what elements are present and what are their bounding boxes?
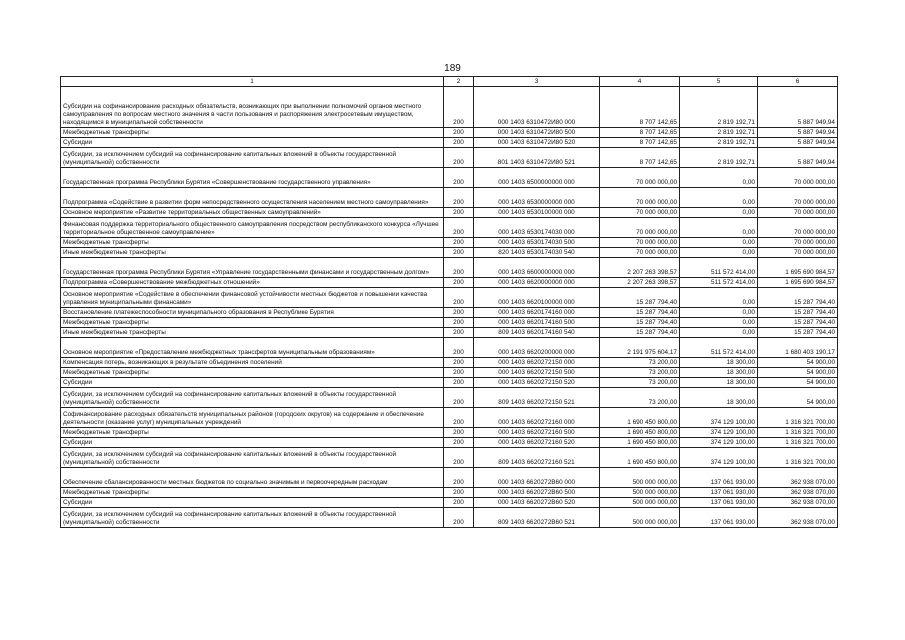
row-value-remaining-cell: 1 316 321 700,00: [758, 448, 838, 468]
row-name-cell: Подпрограмма «Содействие в развитии форм непосредственного осуществления населением местного самоуправления»: [61, 188, 444, 208]
row-value-total-cell: 73 200,00: [600, 378, 680, 388]
row-name-cell: Иные межбюджетные трансферты: [61, 328, 444, 338]
row-code-cell: 200: [444, 208, 474, 218]
row-value-remaining-cell: 15 287 794,40: [758, 318, 838, 328]
row-value-total-cell: 2 191 975 604,17: [600, 338, 680, 358]
table-row: [61, 278, 838, 288]
row-kbk-cell: 000 1403 6620174160 500: [474, 318, 600, 328]
row-value-remaining-cell: 5 887 949,94: [758, 148, 838, 168]
row-value-total-cell: 70 000 000,00: [600, 208, 680, 218]
row-kbk-cell: 000 1403 6620272В60 500: [474, 488, 600, 498]
row-kbk-cell: 000 1403 6620272В60 520: [474, 498, 600, 508]
table-row: [61, 238, 838, 248]
row-value-remaining-cell: 70 000 000,00: [758, 218, 838, 238]
table-row: [61, 358, 838, 368]
row-kbk-cell: 000 1403 6620272150 000: [474, 358, 600, 368]
row-value-remaining-cell: 1 316 321 700,00: [758, 408, 838, 428]
table-row: [61, 208, 838, 218]
table-row: [61, 338, 838, 358]
row-kbk-cell: 000 1403 6620000000 000: [474, 278, 600, 288]
row-name-cell: Субсидии, за исключением субсидий на софинансирование капитальных вложений в объекты государственной (муниципальной) собственности: [61, 148, 444, 168]
row-kbk-cell: 000 1403 6620272150 500: [474, 368, 600, 378]
column-header: 6: [758, 77, 838, 87]
row-kbk-cell: 000 1403 6620272160 000: [474, 408, 600, 428]
row-value-remaining-cell: 5 887 949,94: [758, 128, 838, 138]
row-name-cell: Подпрограмма «Совершенствование межбюджетных отношений»: [61, 278, 444, 288]
row-kbk-cell: 000 1403 6620272160 520: [474, 438, 600, 448]
row-value-total-cell: 500 000 000,00: [600, 498, 680, 508]
table-header-row: [61, 77, 838, 87]
row-name-cell: Субсидии, за исключением субсидий на софинансирование капитальных вложений в объекты государственной (муниципальной) собственности: [61, 448, 444, 468]
column-header: 5: [680, 77, 758, 87]
row-kbk-cell: 000 1403 6620100000 000: [474, 288, 600, 308]
row-value-total-cell: 70 000 000,00: [600, 168, 680, 188]
row-value-executed-cell: 374 129 100,00: [680, 438, 758, 448]
row-name-cell: Межбюджетные трансферты: [61, 368, 444, 378]
row-kbk-cell: 000 1403 6620272160 500: [474, 428, 600, 438]
row-value-total-cell: 73 200,00: [600, 358, 680, 368]
table-row: [61, 148, 838, 168]
row-value-executed-cell: 0,00: [680, 168, 758, 188]
row-value-total-cell: 8 707 142,65: [600, 128, 680, 138]
row-value-total-cell: 500 000 000,00: [600, 508, 680, 528]
row-code-cell: 200: [444, 498, 474, 508]
row-value-remaining-cell: 362 938 070,00: [758, 508, 838, 528]
row-value-executed-cell: 18 300,00: [680, 378, 758, 388]
table-row: [61, 468, 838, 488]
row-value-total-cell: 70 000 000,00: [600, 248, 680, 258]
row-kbk-cell: 000 1403 6530174030 000: [474, 218, 600, 238]
row-code-cell: 200: [444, 308, 474, 318]
row-kbk-cell: 000 1403 6530174030 500: [474, 238, 600, 248]
row-name-cell: Субсидии: [61, 498, 444, 508]
row-kbk-cell: 801 1403 6310472И80 521: [474, 148, 600, 168]
row-value-executed-cell: 374 129 100,00: [680, 408, 758, 428]
row-value-executed-cell: 0,00: [680, 318, 758, 328]
row-kbk-cell: 809 1403 6620272160 521: [474, 448, 600, 468]
row-value-total-cell: 70 000 000,00: [600, 218, 680, 238]
row-kbk-cell: 000 1403 6530100000 000: [474, 208, 600, 218]
row-value-total-cell: 1 690 450 800,00: [600, 438, 680, 448]
row-value-executed-cell: 0,00: [680, 208, 758, 218]
row-value-remaining-cell: 70 000 000,00: [758, 248, 838, 258]
row-code-cell: 200: [444, 358, 474, 368]
row-value-total-cell: 15 287 794,40: [600, 288, 680, 308]
row-code-cell: 200: [444, 428, 474, 438]
row-value-total-cell: 70 000 000,00: [600, 188, 680, 208]
row-value-executed-cell: 374 129 100,00: [680, 448, 758, 468]
table-row: [61, 388, 838, 408]
row-code-cell: 200: [444, 238, 474, 248]
row-value-total-cell: 500 000 000,00: [600, 488, 680, 498]
row-kbk-cell: 000 1403 6530000000 000: [474, 188, 600, 208]
table-row: [61, 168, 838, 188]
row-value-executed-cell: 0,00: [680, 288, 758, 308]
row-code-cell: 200: [444, 128, 474, 138]
row-value-total-cell: 70 000 000,00: [600, 238, 680, 248]
column-header: 1: [61, 77, 444, 87]
row-code-cell: 200: [444, 508, 474, 528]
table-row: [61, 87, 838, 128]
table-row: [61, 448, 838, 468]
row-value-total-cell: 2 207 263 398,57: [600, 278, 680, 288]
row-value-remaining-cell: 1 680 403 190,17: [758, 338, 838, 358]
row-value-executed-cell: 511 572 414,00: [680, 258, 758, 278]
row-value-remaining-cell: 362 938 070,00: [758, 498, 838, 508]
row-name-cell: Межбюджетные трансферты: [61, 238, 444, 248]
row-value-executed-cell: 0,00: [680, 248, 758, 258]
row-value-total-cell: 73 200,00: [600, 388, 680, 408]
row-value-executed-cell: 18 300,00: [680, 368, 758, 378]
row-value-remaining-cell: 1 695 690 984,57: [758, 278, 838, 288]
table-row: [61, 428, 838, 438]
row-value-total-cell: 15 287 794,40: [600, 328, 680, 338]
row-code-cell: 200: [444, 338, 474, 358]
table-row: [61, 138, 838, 148]
row-code-cell: 200: [444, 258, 474, 278]
row-name-cell: Межбюджетные трансферты: [61, 128, 444, 138]
table-row: [61, 188, 838, 208]
table-row: [61, 248, 838, 258]
row-kbk-cell: 000 1403 6600000000 000: [474, 258, 600, 278]
row-name-cell: Субсидии: [61, 438, 444, 448]
row-code-cell: 200: [444, 148, 474, 168]
column-header: 3: [474, 77, 600, 87]
table-row: [61, 288, 838, 308]
row-name-cell: Субсидии, за исключением субсидий на софинансирование капитальных вложений в объекты государственной (муниципальной) собственности: [61, 508, 444, 528]
row-value-remaining-cell: 70 000 000,00: [758, 208, 838, 218]
table-row: [61, 408, 838, 428]
row-name-cell: Финансовая поддержка территориального общественного самоуправления посредством республиканского конкурса «Лучшее территориальное общественное самоуправление»: [61, 218, 444, 238]
row-value-executed-cell: 137 061 930,00: [680, 488, 758, 498]
row-code-cell: 200: [444, 388, 474, 408]
row-kbk-cell: 809 1403 6620272В60 521: [474, 508, 600, 528]
row-kbk-cell: 000 1403 6620272В60 000: [474, 468, 600, 488]
row-value-executed-cell: 0,00: [680, 238, 758, 248]
table-row: [61, 438, 838, 448]
row-value-remaining-cell: 5 887 949,94: [758, 87, 838, 128]
row-value-remaining-cell: 362 938 070,00: [758, 488, 838, 498]
row-name-cell: Восстановление платежеспособности муниципального образования в Республике Бурятия: [61, 308, 444, 318]
row-value-total-cell: 15 287 794,40: [600, 308, 680, 318]
row-code-cell: 200: [444, 218, 474, 238]
table-row: [61, 218, 838, 238]
row-value-total-cell: 1 690 450 800,00: [600, 408, 680, 428]
row-value-executed-cell: 137 061 930,00: [680, 468, 758, 488]
row-value-executed-cell: 2 819 192,71: [680, 87, 758, 128]
row-value-remaining-cell: 54 900,00: [758, 388, 838, 408]
row-value-remaining-cell: 54 900,00: [758, 358, 838, 368]
row-value-remaining-cell: 15 287 794,40: [758, 328, 838, 338]
row-value-remaining-cell: 70 000 000,00: [758, 188, 838, 208]
row-value-remaining-cell: 70 000 000,00: [758, 168, 838, 188]
page-number: 189: [444, 63, 461, 74]
table-row: [61, 508, 838, 528]
row-kbk-cell: 820 1403 6530174030 540: [474, 248, 600, 258]
table-row: [61, 128, 838, 138]
row-code-cell: 200: [444, 248, 474, 258]
row-code-cell: 200: [444, 288, 474, 308]
row-value-executed-cell: 0,00: [680, 308, 758, 318]
row-name-cell: Компенсация потерь, возникающих в результате объединения поселений: [61, 358, 444, 368]
row-value-remaining-cell: 5 887 949,94: [758, 138, 838, 148]
budget-table: [60, 76, 838, 528]
row-name-cell: Государственная программа Республики Бурятия «Управление государственными финансами и государственным долгом»: [61, 258, 444, 278]
row-value-remaining-cell: 54 900,00: [758, 368, 838, 378]
row-code-cell: 200: [444, 448, 474, 468]
row-name-cell: Основное мероприятие «Развитие территориальных общественных самоуправлений»: [61, 208, 444, 218]
row-value-total-cell: 8 707 142,65: [600, 138, 680, 148]
row-code-cell: 200: [444, 408, 474, 428]
table-row: [61, 488, 838, 498]
row-name-cell: Иные межбюджетные трансферты: [61, 248, 444, 258]
row-name-cell: Межбюджетные трансферты: [61, 488, 444, 498]
row-value-executed-cell: 511 572 414,00: [680, 338, 758, 358]
row-kbk-cell: 809 1403 6620174160 540: [474, 328, 600, 338]
row-value-total-cell: 2 207 263 398,57: [600, 258, 680, 278]
row-value-executed-cell: 18 300,00: [680, 358, 758, 368]
row-value-executed-cell: 0,00: [680, 328, 758, 338]
row-kbk-cell: 000 1403 6310472И80 520: [474, 138, 600, 148]
row-code-cell: 200: [444, 378, 474, 388]
row-code-cell: 200: [444, 278, 474, 288]
row-kbk-cell: 000 1403 6500000000 000: [474, 168, 600, 188]
row-code-cell: 200: [444, 368, 474, 378]
table-row: [61, 258, 838, 278]
row-value-remaining-cell: 1 695 690 984,57: [758, 258, 838, 278]
row-kbk-cell: 000 1403 6620272150 520: [474, 378, 600, 388]
row-code-cell: 200: [444, 168, 474, 188]
row-name-cell: Софинансирование расходных обязательств муниципальных районов (городских округов) на содержание и обеспечение деятельности (оказание услуг) муниципальных учреждений: [61, 408, 444, 428]
row-name-cell: Субсидии на софинансирование расходных обязательств, возникающих при выполнении полномочий органов местного самоуправления по вопросам местного значения в части пользования и распоряжения электросетевым имуществом, находящимся в муниципальной собственности: [61, 87, 444, 128]
row-value-executed-cell: 2 819 192,71: [680, 128, 758, 138]
row-name-cell: Субсидии: [61, 378, 444, 388]
row-value-total-cell: 8 707 142,65: [600, 148, 680, 168]
row-kbk-cell: 000 1403 6310472И80 500: [474, 128, 600, 138]
row-code-cell: 200: [444, 488, 474, 498]
row-value-total-cell: 15 287 794,40: [600, 318, 680, 328]
row-kbk-cell: 000 1403 6620174160 000: [474, 308, 600, 318]
row-code-cell: 200: [444, 468, 474, 488]
row-code-cell: 200: [444, 87, 474, 128]
row-value-remaining-cell: 15 287 794,40: [758, 288, 838, 308]
row-value-total-cell: 500 000 000,00: [600, 468, 680, 488]
row-kbk-cell: 000 1403 6310472И80 000: [474, 87, 600, 128]
row-value-executed-cell: 2 819 192,71: [680, 138, 758, 148]
table-row: [61, 318, 838, 328]
row-value-executed-cell: 0,00: [680, 188, 758, 208]
row-value-total-cell: 8 707 142,65: [600, 87, 680, 128]
row-value-executed-cell: 137 061 930,00: [680, 508, 758, 528]
table-row: [61, 328, 838, 338]
table-row: [61, 308, 838, 318]
row-value-remaining-cell: 1 316 321 700,00: [758, 428, 838, 438]
row-value-remaining-cell: 1 316 321 700,00: [758, 438, 838, 448]
row-value-executed-cell: 18 300,00: [680, 388, 758, 408]
row-value-executed-cell: 2 819 192,71: [680, 148, 758, 168]
row-value-executed-cell: 374 129 100,00: [680, 428, 758, 438]
row-name-cell: Основное мероприятие «Предоставление межбюджетных трансфертов муниципальным образованиям»: [61, 338, 444, 358]
row-name-cell: Государственная программа Республики Бурятия «Совершенствование государственного управления»: [61, 168, 444, 188]
table-row: [61, 368, 838, 378]
row-code-cell: 200: [444, 138, 474, 148]
row-name-cell: Межбюджетные трансферты: [61, 318, 444, 328]
row-kbk-cell: 809 1403 6620272150 521: [474, 388, 600, 408]
row-value-executed-cell: 0,00: [680, 218, 758, 238]
row-value-remaining-cell: 70 000 000,00: [758, 238, 838, 248]
row-code-cell: 200: [444, 438, 474, 448]
row-value-remaining-cell: 362 938 070,00: [758, 468, 838, 488]
row-value-total-cell: 1 690 450 800,00: [600, 428, 680, 438]
row-kbk-cell: 000 1403 6620200000 000: [474, 338, 600, 358]
row-name-cell: Субсидии, за исключением субсидий на софинансирование капитальных вложений в объекты государственной (муниципальной) собственности: [61, 388, 444, 408]
table-row: [61, 498, 838, 508]
row-code-cell: 200: [444, 188, 474, 208]
row-name-cell: Обеспечение сбалансированности местных бюджетов по социально значимым и первоочередным расходам: [61, 468, 444, 488]
row-value-remaining-cell: 15 287 794,40: [758, 308, 838, 318]
row-value-remaining-cell: 54 900,00: [758, 378, 838, 388]
row-name-cell: Субсидии: [61, 138, 444, 148]
row-value-total-cell: 73 200,00: [600, 368, 680, 378]
row-code-cell: 200: [444, 318, 474, 328]
row-value-executed-cell: 137 061 930,00: [680, 498, 758, 508]
table-row: [61, 378, 838, 388]
row-name-cell: Межбюджетные трансферты: [61, 428, 444, 438]
row-value-executed-cell: 511 572 414,00: [680, 278, 758, 288]
row-value-total-cell: 1 690 450 800,00: [600, 448, 680, 468]
column-header: 2: [444, 77, 474, 87]
row-name-cell: Основное мероприятие «Содействие в обеспечении финансовой устойчивости местных бюджетов и повышении качества управления муниципальными финансами»: [61, 288, 444, 308]
row-code-cell: 200: [444, 328, 474, 338]
column-header: 4: [600, 77, 680, 87]
